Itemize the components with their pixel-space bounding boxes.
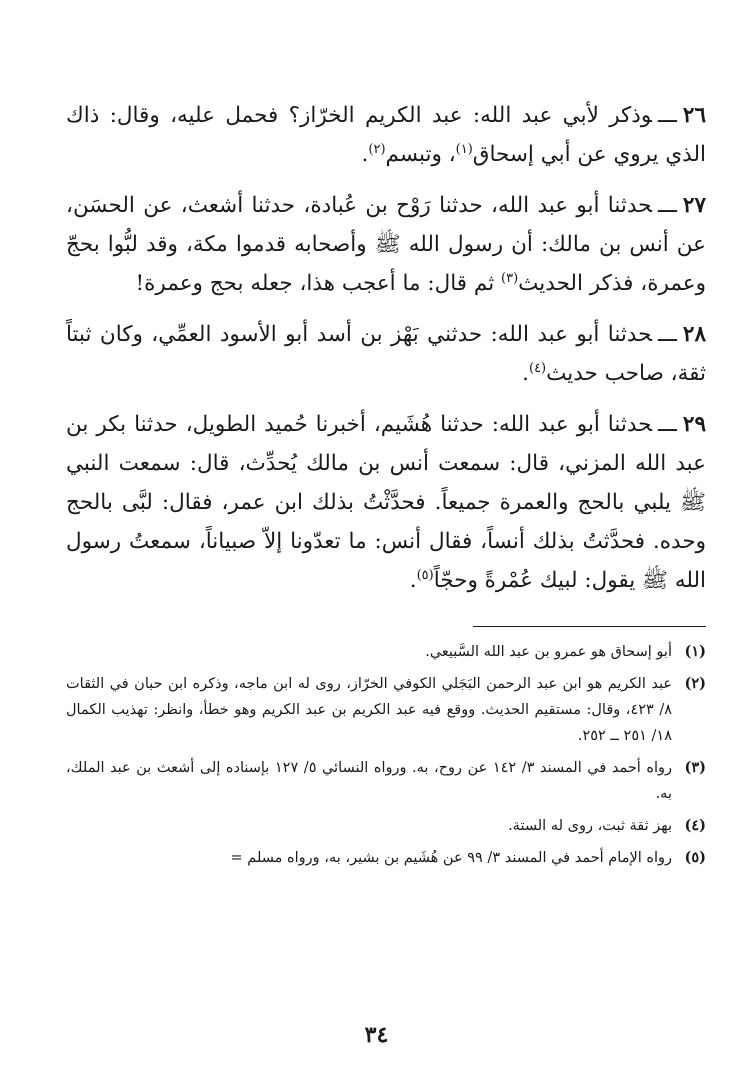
footnote-reference: (٥): [416, 567, 434, 583]
hadith-dash: ـــ: [657, 103, 677, 128]
footnote-text: عبد الكريم هو ابن عبد الرحمن البَجَلي الكوفي الخرّاز، روى له ابن ماجه، وذكره ابن حبان في الثقات ٨/ ٤٢٣، وقال: مستقيم الحديث. ووقع فيه عبد الكريم بن عبد الكريم وهو خطأ، وانظر: تهذيب الكمال ١٨/ ٢٥١ ــ ٢٥٢.: [66, 676, 672, 744]
hadith-list: [66, 96, 706, 600]
footnote-item: [66, 639, 706, 665]
book-page: [66, 96, 706, 877]
footnote-number: (٥): [684, 849, 706, 866]
hadith-paragraph: [66, 405, 706, 600]
hadith-number: ٢٩: [682, 412, 706, 437]
footnote-number: (٢): [684, 675, 706, 692]
hadith-number: ٢٨: [682, 322, 706, 347]
hadith-text: حدثنا أبو عبد الله: حدثنا هُشَيم، أخبرنا حُميد الطويل، حدثنا بكر بن عبد الله المزني، قال: سمعت أنس بن مالك يُحدِّث، قال: سمعت النبي ﷺ يلبي بالحج والعمرة جميعاً. فحدَّثْتُ بذلك ابن عمر، فقال: لبَّى بالحج وحده. فحدَّثتُ بذلك أنساً، فقال أنس: ما تعدّونا إلاّ صبياناً، سمعتُ رسول الله ﷺ يقول: لبيك عُمْرةً وحجّاً: [66, 412, 706, 593]
footnote-reference: (٣): [501, 270, 519, 286]
hadith-paragraph: [66, 186, 706, 303]
footnote-item: [66, 813, 706, 839]
footnote-text: بهز ثقة ثبت، روى له الستة.: [508, 818, 672, 834]
footnote-reference: (٢): [368, 141, 386, 157]
hadith-text: حدثنا أبو عبد الله، حدثنا رَوْح بن عُبادة، حدثنا أشعث، عن الحسَن، عن أنس بن مالك: أن رسول الله ﷺ وأصحابه قدموا مكة، وقد لبُّوا بحجّ وعمرة، فذكر الحديث: [66, 193, 706, 296]
hadith-dash: ـــ: [657, 412, 677, 437]
hadith-text: ، وتبسم: [385, 142, 456, 167]
footnote-reference: (٤): [528, 360, 547, 376]
footnote-reference: (١): [455, 141, 473, 157]
footnote-number: (٣): [684, 759, 706, 776]
hadith-text: .: [522, 361, 529, 386]
hadith-paragraph: [66, 315, 706, 393]
footnote-list: [66, 639, 706, 871]
footnote-item: [66, 755, 706, 807]
hadith-paragraph: [66, 96, 706, 174]
footnote-text: أبو إسحاق هو عمرو بن عبد الله السَّبيعي.: [425, 644, 672, 660]
footnote-number: (٤): [684, 817, 706, 834]
hadith-text: .: [409, 568, 417, 593]
hadith-number: ٢٧: [682, 193, 706, 218]
hadith-dash: ـــ: [657, 193, 677, 218]
hadith-number: ٢٦: [682, 103, 706, 128]
footnote-text: رواه أحمد في المسند ٣/ ١٤٢ عن روح، به. ورواه النسائي ٥/ ١٢٧ بإسناده إلى أشعث بن عبد الملك، به.: [66, 760, 673, 802]
footnote-text: رواه الإمام أحمد في المسند ٣/ ٩٩ عن هُشَيم بن بشير، به، ورواه مسلم =: [230, 850, 672, 866]
footnote-item: [66, 845, 706, 871]
hadith-text: حدثنا أبو عبد الله: حدثني بَهْز بن أسد أبو الأسود العمِّي، وكان ثبتاً ثقة، صاحب حديث: [66, 322, 706, 386]
hadith-text: وذكر لأبي عبد الله: عبد الكريم الخرّاز؟ فحمل عليه، وقال: ذاك الذي يروي عن أبي إسحاق: [66, 103, 706, 167]
hadith-dash: ـــ: [657, 322, 677, 347]
hadith-text: .: [361, 142, 369, 167]
footnote-item: [66, 671, 706, 749]
footnote-number: (١): [684, 643, 706, 660]
footnote-divider: [473, 626, 706, 627]
page-number: ٣٤: [364, 1022, 389, 1048]
hadith-text: ثم قال: ما أعجب هذا، جعله بحج وعمرة!: [135, 271, 502, 296]
